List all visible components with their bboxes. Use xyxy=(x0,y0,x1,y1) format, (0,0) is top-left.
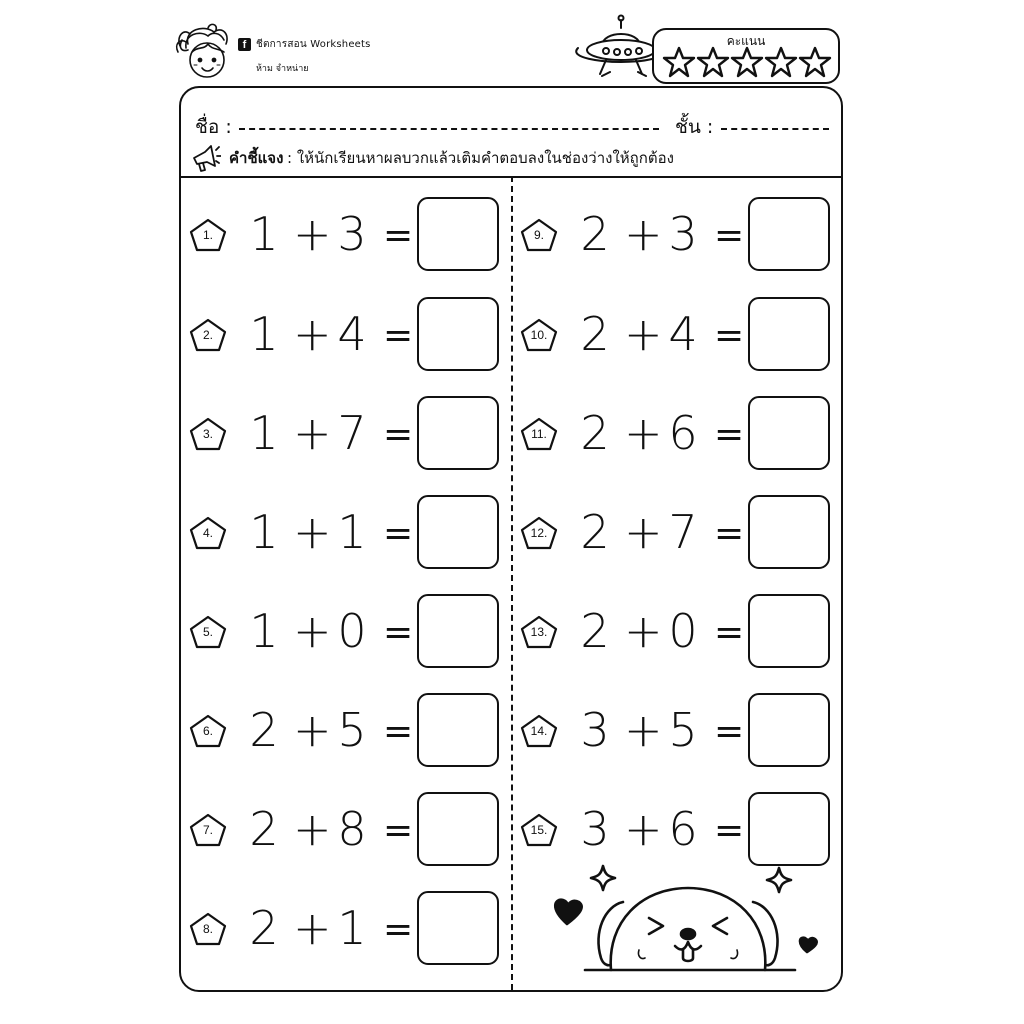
addend-a: 2 xyxy=(249,802,279,856)
problem-number: 10. xyxy=(530,328,548,342)
problem-item xyxy=(520,396,840,470)
plus-sign: + xyxy=(624,406,663,460)
star-outline-icon xyxy=(732,48,762,76)
equals-sign: = xyxy=(714,513,745,554)
addend-a: 1 xyxy=(249,406,279,460)
sparkle-icon xyxy=(591,866,615,890)
problem-item xyxy=(189,495,509,569)
star-outline-icon xyxy=(664,48,694,76)
plus-sign: + xyxy=(624,703,663,757)
addend-b: 1 xyxy=(337,901,367,955)
addend-b: 3 xyxy=(337,207,367,261)
problem-item xyxy=(520,693,840,767)
addend-a: 2 xyxy=(580,207,610,261)
equals-sign: = xyxy=(383,414,414,455)
problem-number: 6. xyxy=(202,724,213,738)
problem-number: 9. xyxy=(533,228,544,242)
addend-b: 4 xyxy=(337,307,367,361)
problem-item xyxy=(189,297,509,371)
addend-b: 6 xyxy=(668,802,698,856)
class-field[interactable] xyxy=(721,128,829,130)
answer-box[interactable] xyxy=(417,693,499,767)
brand-subtitle: ห้าม จำหน่าย xyxy=(256,64,309,74)
instruction-text: : ให้นักเรียนหาผลบวกแล้วเติมคำตอบลงในช่องว่างให้ถูกต้อง xyxy=(287,149,674,167)
problem-number: 7. xyxy=(202,823,213,837)
megaphone-icon xyxy=(191,144,221,172)
answer-box[interactable] xyxy=(748,693,830,767)
addend-a: 3 xyxy=(580,703,610,757)
addend-a: 2 xyxy=(580,505,610,559)
problem-number: 4. xyxy=(202,526,213,540)
plus-sign: + xyxy=(293,406,332,460)
problem-item xyxy=(189,792,509,866)
addend-a: 1 xyxy=(249,604,279,658)
plus-sign: + xyxy=(624,505,663,559)
sparkle-icon xyxy=(767,868,791,892)
problem-number: 11. xyxy=(531,427,547,441)
answer-box[interactable] xyxy=(417,891,499,965)
plus-sign: + xyxy=(293,505,332,559)
addend-b: 5 xyxy=(668,703,698,757)
addend-b: 0 xyxy=(337,604,367,658)
addend-a: 2 xyxy=(580,604,610,658)
answer-box[interactable] xyxy=(417,792,499,866)
plus-sign: + xyxy=(293,307,332,361)
problem-item xyxy=(520,594,840,668)
addend-b: 3 xyxy=(668,207,698,261)
answer-box[interactable] xyxy=(417,396,499,470)
brand-name: ชีตการสอน Worksheets xyxy=(256,39,371,50)
problem-number: 2. xyxy=(202,328,213,342)
problem-number: 8. xyxy=(202,922,213,936)
equals-sign: = xyxy=(714,215,745,256)
plus-sign: + xyxy=(293,901,332,955)
problem-number: 1. xyxy=(202,228,213,242)
answer-box[interactable] xyxy=(417,495,499,569)
addend-a: 1 xyxy=(249,505,279,559)
star-outline-icon xyxy=(800,48,830,76)
addend-a: 1 xyxy=(249,307,279,361)
problem-number: 5. xyxy=(202,625,213,639)
heart-icon xyxy=(555,900,581,924)
star-outline-icon xyxy=(698,48,728,76)
problem-item xyxy=(189,197,509,271)
answer-box[interactable] xyxy=(748,197,830,271)
addend-a: 3 xyxy=(580,802,610,856)
star-rating xyxy=(662,46,832,80)
addend-b: 8 xyxy=(337,802,367,856)
equals-sign: = xyxy=(714,414,745,455)
plus-sign: + xyxy=(624,802,663,856)
equals-sign: = xyxy=(714,315,745,356)
plus-sign: + xyxy=(293,604,332,658)
answer-box[interactable] xyxy=(417,197,499,271)
problem-number: 14. xyxy=(530,724,548,738)
girl-face-logo-icon xyxy=(174,22,238,84)
score-label: คะแนน xyxy=(726,34,766,48)
addend-b: 7 xyxy=(668,505,698,559)
problem-number: 13. xyxy=(530,625,548,639)
score-box xyxy=(652,28,840,84)
problem-item xyxy=(189,594,509,668)
name-label: ชื่อ : xyxy=(195,116,232,138)
plus-sign: + xyxy=(293,802,332,856)
equals-sign: = xyxy=(714,711,745,752)
answer-box[interactable] xyxy=(748,495,830,569)
addend-a: 1 xyxy=(249,207,279,261)
addend-b: 7 xyxy=(337,406,367,460)
instruction-label: คำชี้แจง xyxy=(229,149,284,167)
addend-a: 2 xyxy=(580,307,610,361)
problem-item xyxy=(189,693,509,767)
addend-b: 6 xyxy=(668,406,698,460)
equals-sign: = xyxy=(714,612,745,653)
plus-sign: + xyxy=(624,604,663,658)
plus-sign: + xyxy=(293,207,332,261)
problem-number: 15. xyxy=(530,823,548,837)
equals-sign: = xyxy=(383,315,414,356)
equals-sign: = xyxy=(383,810,414,851)
column-divider xyxy=(511,176,513,990)
answer-box[interactable] xyxy=(417,594,499,668)
equals-sign: = xyxy=(714,810,745,851)
problem-item xyxy=(189,396,509,470)
sheet-header xyxy=(181,88,841,178)
plus-sign: + xyxy=(624,307,663,361)
name-field[interactable] xyxy=(239,128,659,130)
answer-box[interactable] xyxy=(748,297,830,371)
equals-sign: = xyxy=(383,612,414,653)
heart-icon xyxy=(800,938,817,952)
star-outline-icon xyxy=(766,48,796,76)
problem-item xyxy=(520,495,840,569)
problem-item xyxy=(520,792,840,866)
addend-b: 0 xyxy=(668,604,698,658)
equals-sign: = xyxy=(383,513,414,554)
problem-item xyxy=(189,891,509,965)
facebook-icon: f xyxy=(238,38,251,51)
addend-a: 2 xyxy=(249,901,279,955)
class-label: ชั้น : xyxy=(675,116,714,138)
equals-sign: = xyxy=(383,711,414,752)
answer-box[interactable] xyxy=(748,396,830,470)
answer-box[interactable] xyxy=(417,297,499,371)
addend-a: 2 xyxy=(249,703,279,757)
addend-b: 1 xyxy=(337,505,367,559)
plus-sign: + xyxy=(293,703,332,757)
happy-dog-icon xyxy=(545,862,825,982)
problem-number: 12. xyxy=(530,526,548,540)
answer-box[interactable] xyxy=(748,792,830,866)
answer-box[interactable] xyxy=(748,594,830,668)
problem-item xyxy=(520,197,840,271)
problem-number: 3. xyxy=(202,427,213,441)
equals-sign: = xyxy=(383,215,414,256)
plus-sign: + xyxy=(624,207,663,261)
equals-sign: = xyxy=(383,909,414,950)
addend-b: 5 xyxy=(337,703,367,757)
problem-item xyxy=(520,297,840,371)
addend-a: 2 xyxy=(580,406,610,460)
addend-b: 4 xyxy=(668,307,698,361)
